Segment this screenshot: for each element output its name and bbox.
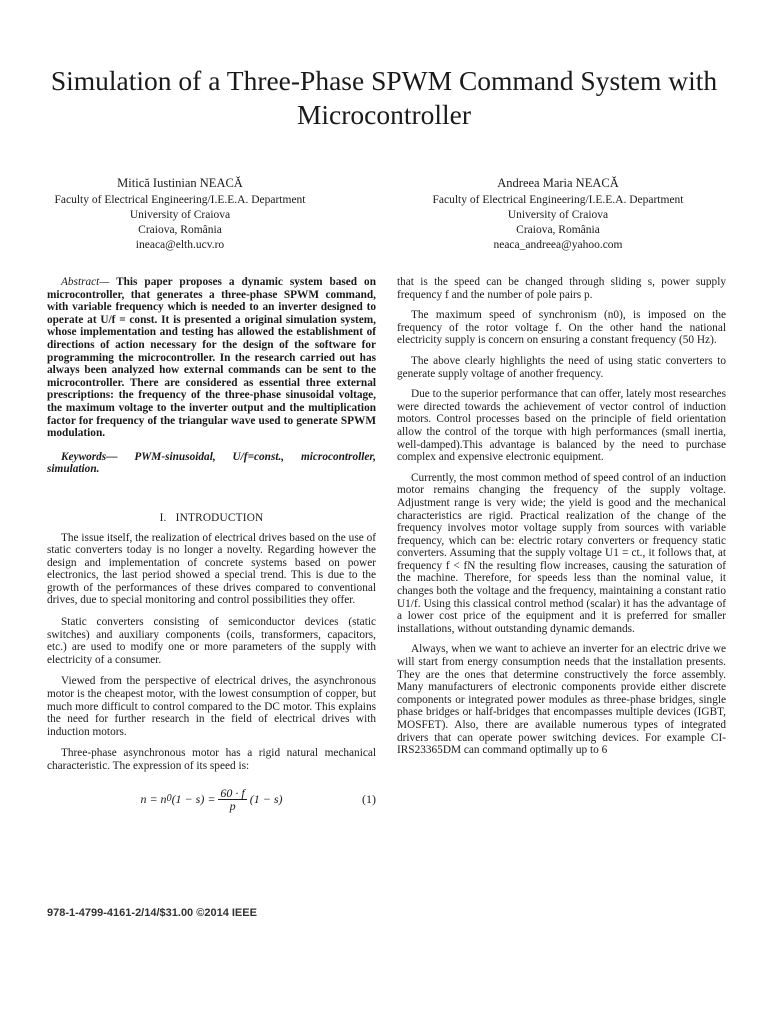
author-name: Andreea Maria NEACĂ [497,176,619,190]
left-column [47,276,376,817]
equation-fraction [218,787,246,813]
author-block-1 [30,176,330,253]
section-title-initial: I [175,511,180,524]
keywords-label: Keywords— [61,450,118,463]
author-city: Craiova, România [516,224,600,236]
paragraph: Three-phase asynchronous motor has a rigid natural mechanical characteristic. The expression of its speed is: [47,747,376,772]
paragraph: Currently, the most common method of speed control of an induction motor remains changing the frequency of the supply voltage. Adjustment range is very wide; the yield is good and the mechanical characteristics are rigid. Practical realization of the change of the frequency involves motor voltage supply from sources with variable frequency, which can be: electric rotary converters or frequency static converters. Assuming that the supply voltage U1 = ct., it follows that, at frequency f < fN the resulting flow increases, causing the saturation of the machine. Therefore, for speeds less than the nominal value, it changes both the voltage and the frequency, maintaining a constant ratio U1/f. Using this classical control method (scalar) it has the advantage of a lower cost price of the equipment and it is preferred for smaller installations, without outstanding dynamic demands. [397,471,726,635]
right-column [397,276,726,765]
author-block-2 [408,176,708,253]
equation-tail: (1 − s) [249,792,283,807]
author-name: Mitică Iustinian NEACĂ [117,176,243,190]
abstract-label: Abstract— [61,276,110,288]
paragraph: The issue itself, the realization of electrical drives based on the use of static converters today is no longer a novelty. Regarding however the design and implementation of concrete systems based on power electronics, the last period showed a special trend. This is due to the growth of the performances of these drives compared to conventional drives, due to special monitoring and control possibilities they offer. [47,531,376,607]
author-university: University of Craiova [507,209,609,221]
abstract-text: This paper proposes a dynamic system based on microcontroller, that generates a three-phase SPWM command, with variable frequency which is needed to an inverter designed to operate at U/f = const. It is presented a original simulation system, whose implementation and testing has allowed the establishment of directions of action necessary for the design of the software for programming the microcontroller. In the research carried out has always been analyzed how external commands can be sent to the microcontroller. There are considered as essential three external prescriptions: the frequency of the three-phase sinusoidal voltage, the maximum voltage to the inverter output and the multiplication factor for frequency of the triangular wave used to generate SPWM modulation. [47,276,376,440]
paragraph: that is the speed can be changed through sliding s, power supply frequency f and the number of pole pairs p. [397,276,726,301]
author-affiliation: Faculty of Electrical Engineering/I.E.E.A. Department [432,194,684,206]
copyright-footer: 978-1-4799-4161-2/14/$31.00 ©2014 IEEE [47,907,257,919]
section-title-rest: NTRODUCTION [179,511,264,524]
author-affiliation: Faculty of Electrical Engineering/I.E.E.A. Department [54,194,306,206]
paragraph: The maximum speed of synchronism (n0), is imposed on the frequency of the rotor voltage f. On the other hand the national electricity supply is concern on ensuring a constant frequency (50 Hz). [397,309,726,347]
section-heading-introduction [47,512,376,525]
paragraph: Static converters consisting of semiconductor devices (static switches) and auxiliary components (coils, transformers, capacitors, etc.) are used to modify one or more parameters of the supply with electricity of a consumer. [47,616,376,666]
keywords [47,451,376,476]
paragraph: Viewed from the perspective of electrical drives, the asynchronous motor is the cheapest motor, with the lowest consumption of copper, but much more difficult to control compared to the DC motor. This explains the need for further research in the field of electrical drives with induction motors. [47,675,376,738]
equation-lhs: n = n [140,792,167,807]
paragraph: Always, when we want to achieve an inverter for an electric drive we will start from energy consumption needs that the installation presents. They are the ones that determine constructively the force assembly. Many manufacturers of electronic components provide either discrete components or integrated power modules as three-phase bridges, single phase bridges or half-bridges that encompasses multiple devices (IGBT, MOSFET). Also, there are available numerous types of integrated drivers that can operate power switching devices. For example CI-IRS23365DM can command optimally up to 6 [397,643,726,757]
section-number: I. [159,511,167,524]
author-university: University of Craiova [129,209,231,221]
equation-sub: 0 [166,793,172,805]
paper-title: Simulation of a Three-Phase SPWM Command System with Microcontroller [50,65,718,130]
paragraph: The above clearly highlights the need of using static converters to generate supply voltage of another frequency. [397,354,726,380]
author-email: ineaca@elth.ucv.ro [135,239,225,251]
equation-mid: (1 − s) = [171,792,216,807]
author-city: Craiova, România [138,224,222,236]
equation-numerator: 60 · f [220,785,245,800]
equation-1 [47,783,376,817]
keywords-text: PWM-sinusoidal, U/f=const., microcontroller, simulation. [47,450,376,476]
equation-denominator: p [229,799,236,814]
abstract [47,276,376,440]
author-email: neaca_andreea@yahoo.com [493,239,623,251]
equation-number: (1) [362,792,376,807]
paragraph: Due to the superior performance that can offer, lately most researches were directed towards the achievement of vector control of induction motors. Control processes based on the principle of field orientation allow the control of the torque with high performances (small inertia, well-damped).This advantage is balanced by the need to purchase complex and expensive electronic equipment. [397,388,726,464]
